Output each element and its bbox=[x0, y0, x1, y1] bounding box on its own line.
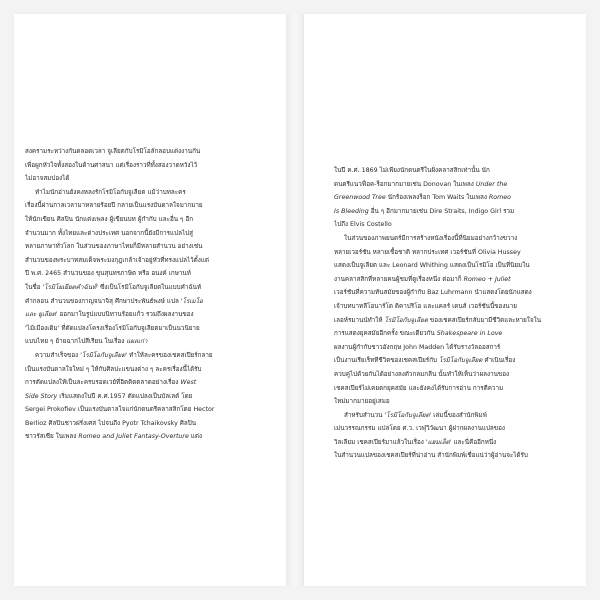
left-page bbox=[14, 14, 286, 586]
right-line-19: สำหรับสำนวน 'โรมิโอกับจูเลียต' เล่มนี้ของสำนักพิมพ์ bbox=[344, 411, 487, 419]
right-page-text bbox=[334, 164, 566, 463]
left-line-7: จำนวนมาก ทั้งไทยและต่างประเทศ นอกจากนี้ยังมีการแปลไปสู่ bbox=[25, 229, 193, 237]
left-line-5: เรื่องนี้ผ่านกาลเวลามาหลายร้อยปี กลายเป็นแรงบันดาลใจมากมาย bbox=[25, 202, 203, 210]
left-page-text bbox=[25, 145, 283, 444]
right-line-14: ผลงานผู้กำกับชาวอังกฤษ John Madden ได้รับรางวัลออสการ์ bbox=[334, 343, 501, 351]
left-line-21: Berlioz ศิลปินชาวฝรั่งเศส ไปจนถึง Pyotr Tchaikovsky ศิลปิน bbox=[25, 419, 196, 427]
right-line-9: งานคลาสสิกที่หลายคนผู้ชมที่ดูเรื่องหนึ่ง ต่อมาก็ Romeo + Juliet bbox=[334, 275, 511, 283]
left-line-11: ในชื่อ 'โรมิโยเยียตคำฉันท์' ซึ่งเป็นโรมิโอกับจูเลียตในแบบคำฉันท์ bbox=[25, 283, 202, 291]
right-line-6: ในส่วนของภาพยนตร์มีการสร้างหนังเรื่องนี้ที่นิยมอย่างกว้างขวาง bbox=[344, 234, 518, 242]
right-line-21: วิลเลียม เชคสเปียร์มาแล้วในเรื่อง 'แฮมเล็ต' และนี่คืออีกหนึ่ง bbox=[334, 438, 497, 446]
right-line-7: หลายเวอร์ชัน หลายเชื้อชาติ หลากประเทศ เวอร์ชันที่ Olivia Hussey bbox=[334, 248, 521, 256]
right-line-4: Is Bleeding อื่น ๆ อีกมากมายเช่น Dire Straits, Indigo Girl รวม bbox=[334, 207, 515, 215]
left-line-17: เป็นแรงบันดาลใจใหม่ ๆ ให้กับศิลปะแขนงต่าง ๆ ละครเรื่องนี้ได้รับ bbox=[25, 365, 202, 373]
right-line-13: การแสดงยุคสมัยอีกครั้ง ขณะเดียวกัน Shakespeare in Love bbox=[334, 330, 503, 338]
right-page bbox=[304, 14, 586, 586]
left-line-16: ความสำเร็จของ 'โรมิโอกับจูเลียต' ทำให้ละครของเชคสเปียร์กลาย bbox=[35, 351, 213, 359]
right-line-20: เม่นวรรณกรรม แปลโดย ศ.ว. เวฬุวิวัฒนา ผู้ฝากผลงานแปลของ bbox=[334, 425, 505, 433]
left-line-15: แบบไทย ๆ ย้ายฉากไปสีเรียน ในเรื่อง แผลเก่า bbox=[25, 338, 148, 346]
left-line-3: ไม่อาจสมปองได้ bbox=[25, 175, 70, 183]
right-line-5: ไปถึง Elvis Costello bbox=[334, 221, 392, 229]
right-line-22: ในสำนวนแปลของเชคสเปียร์ที่น่าอ่าน สำนักพิมพ์เชื่อแน่ว่าผู้อ่านจะได้รับ bbox=[334, 452, 528, 460]
right-line-15: เป็นงานเรียเร็ททีชีวิตของเชคสเปียร์กับ โรมิโอกับจูเลียต คำเนินเรื่อง bbox=[334, 357, 516, 365]
left-line-12: คำกลอน สำนวนของกาญจนาจิสุ ศึกษาประพันธ์พงษ์ แปล 'โรเมโอ bbox=[25, 297, 203, 305]
right-line-11: เจ้าบทบาทลีโอนาร์โด ดิคาปริโอ และแคลร์ เดนส์ เวอร์ชันนี้ของนาย bbox=[334, 302, 517, 310]
right-line-18: ใหม่มากมายอยู่เสมอ bbox=[334, 398, 390, 406]
left-line-4: ทำไมนักอ่านยังคงหลงรักโรมิโอกับจูเลียต แม้ว่าบทละคร bbox=[35, 188, 186, 196]
left-line-14: 'ไม้เมืองเดิม' ที่ตัดแปลงโครงเรื่องโรมิโอกับจูเลียตมาเป็นนวนิยาย bbox=[25, 324, 200, 332]
left-line-13: และ ยูเลียต' ออกมาในรูปแบบนิทานร้อยแก้ว รวมถึงผลงานของ bbox=[25, 311, 194, 319]
left-line-2: เพื่อผูกหัวใจทั้งสองในด้านศาสนา แต่เรื่องราวที่ทั้งสองวาดหวังไว้ bbox=[25, 161, 198, 169]
left-line-1: สงครามระหว่างกันตลอดเวลา จูเลียตกับโรมิโอลักลอบแต่งงานกัน bbox=[25, 148, 201, 155]
right-line-16: ควบคู่ไปด้วยกันได้อย่างลงตัวกลมกลืน นั้นทำให้เห็นว่าผลงานของ bbox=[334, 370, 510, 378]
left-line-20: Sergei Prokofiev เป็นแรงบันดาลใจแก่นักดนตรีคลาสสิกโดย Hector bbox=[25, 406, 215, 414]
right-line-10: เวอร์ชันที่ความทันสมัยของผู้กำกับ Baz Luhrmann นำแสดงโดยนักแสดง bbox=[334, 289, 532, 297]
right-line-17: เชคสเปียร์ไม่เคยตกยุคสมัย และยังคงได้รับการอ่าน การตีความ bbox=[334, 384, 504, 392]
right-line-2: ดนตรีแนวฟ็อค-ร็อกมากมายเช่น Donovan ในเพลง Under the bbox=[334, 180, 508, 188]
right-line-3: Greenwood Tree นักร้องเพลงร็อก Tom Waits ในเพลง Romeo bbox=[334, 194, 511, 202]
left-line-9: สำนวนของพระบาทสมเด็จพระมงกุฎเกล้าเจ้าอยู่หัวที่ทรงแปลไว้ตั้งแต่ bbox=[25, 256, 209, 264]
right-line-8: แสดงเป็นจูเลียต และ Leonard Whithing แสดงเป็นโรมิโอ เป็นที่นิยมใน bbox=[334, 262, 530, 270]
left-line-19: Side Story เริ่มแสดงในปี ค.ศ.1957 ตัดแปลงเป็นบัลเลต์ โดย bbox=[25, 392, 193, 400]
book-gutter bbox=[286, 14, 304, 586]
left-line-18: การตัดแปลงให้เป็นละครบรอดเวย์ที่ฮิตติดตลาดอย่างเรื่อง West bbox=[25, 379, 197, 387]
left-line-22: ชาวรัสเซีย ในเพลง Romeo and Juliet Fantasy-Overture แต่ง bbox=[25, 433, 203, 441]
right-line-12: เลอห์รมานน์ทำให้ โรมิโอกับจูเลียต ของเชคสเปียร์กลับมามีชีวิตและหายใจใน bbox=[334, 316, 542, 324]
right-line-1: ในปี ค.ศ. 1869 ไม่เพียงนักดนตรีในฝั่งคลาสสิกเท่านั้น นัก bbox=[334, 167, 490, 174]
left-line-6: ให้นักเขียน ศิลปิน นักแต่งเพลง ผู้เขียนบท ผู้กำกับ และอื่น ๆ อีก bbox=[25, 215, 194, 223]
left-line-8: หลายภาษาทั่วโลก ในส่วนของภาษาไทยก็มีหลายสำนวน อย่างเช่น bbox=[25, 243, 203, 251]
left-line-10: ปี พ.ศ. 2465 สำนวนของ ขุนสุนทรภาษิต หรือ อนงค์ เกษานท์ bbox=[25, 270, 191, 278]
